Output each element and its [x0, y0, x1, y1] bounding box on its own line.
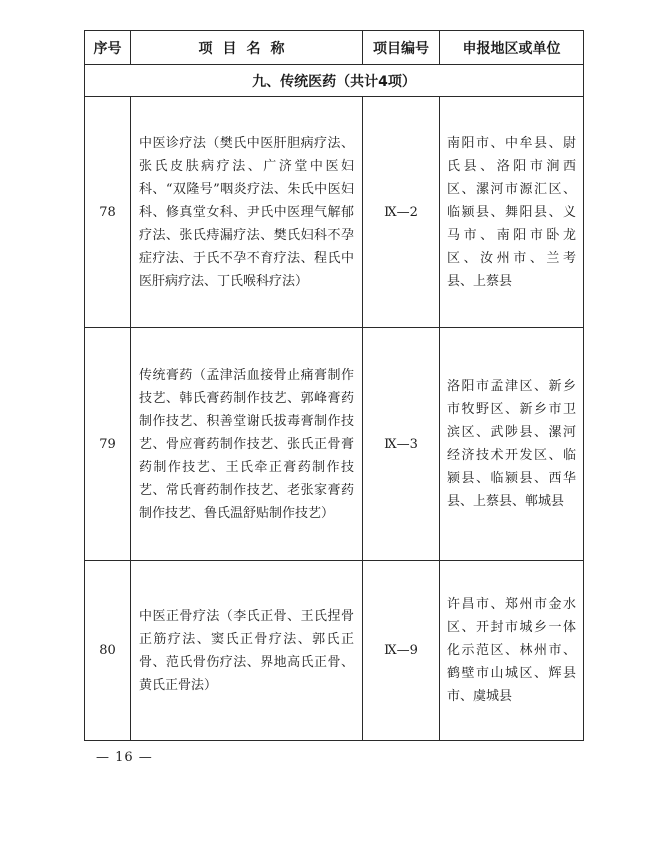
header-name: 项目名称: [131, 31, 363, 65]
row-region: 许昌市、郑州市金水区、开封市城乡一体化示范区、林州市、鹤壁市山城区、辉县市、虞城县: [440, 561, 584, 741]
row-seq: 78: [85, 97, 131, 328]
row-seq: 80: [85, 561, 131, 741]
heritage-table: [84, 30, 584, 741]
row-project-name: 中医诊疗法（樊氏中医肝胆病疗法、张氏皮肤病疗法、广济堂中医妇科、“双隆号”咽炎疗法、朱氏中医妇科、修真堂女科、尹氏中医理气解郁疗法、张氏痔漏疗法、樊氏妇科不孕症疗法、于氏不孕不育疗法、程氏中医肝病疗法、丁氏喉科疗法）: [131, 97, 363, 328]
row-project-code: Ⅸ—2: [363, 97, 440, 328]
section-title: 九、传统医药（共计4项）: [85, 65, 584, 97]
row-seq: 79: [85, 328, 131, 561]
header-code: 项目编号: [363, 31, 440, 65]
row-region: 南阳市、中牟县、尉氏县、洛阳市涧西区、漯河市源汇区、临颍县、舞阳县、义马市、南阳市卧龙区、汝州市、兰考县、上蔡县: [440, 97, 584, 328]
table-row: [85, 561, 584, 741]
header-region: 申报地区或单位: [440, 31, 584, 65]
table-row: [85, 97, 584, 328]
page-number: — 16 —: [96, 750, 153, 765]
table-header-row: [85, 31, 584, 65]
section-row: [85, 65, 584, 97]
row-project-code: Ⅸ—9: [363, 561, 440, 741]
row-region: 洛阳市孟津区、新乡市牧野区、新乡市卫滨区、武陟县、漯河经济技术开发区、临颍县、临颍县、西华县、上蔡县、郸城县: [440, 328, 584, 561]
row-project-name: 中医正骨疗法（李氏正骨、王氏捏骨正筋疗法、窦氏正骨疗法、郭氏正骨、范氏骨伤疗法、界地高氏正骨、黄氏正骨法）: [131, 561, 363, 741]
header-seq: 序号: [85, 31, 131, 65]
table-row: [85, 328, 584, 561]
row-project-name: 传统膏药（孟津活血接骨止痛膏制作技艺、韩氏膏药制作技艺、郭峰膏药制作技艺、积善堂谢氏拔毒膏制作技艺、骨应膏药制作技艺、张氏正骨膏药制作技艺、王氏牵正膏药制作技艺、常氏膏药制作技艺、老张家膏药制作技艺、鲁氏温舒贴制作技艺）: [131, 328, 363, 561]
row-project-code: Ⅸ—3: [363, 328, 440, 561]
